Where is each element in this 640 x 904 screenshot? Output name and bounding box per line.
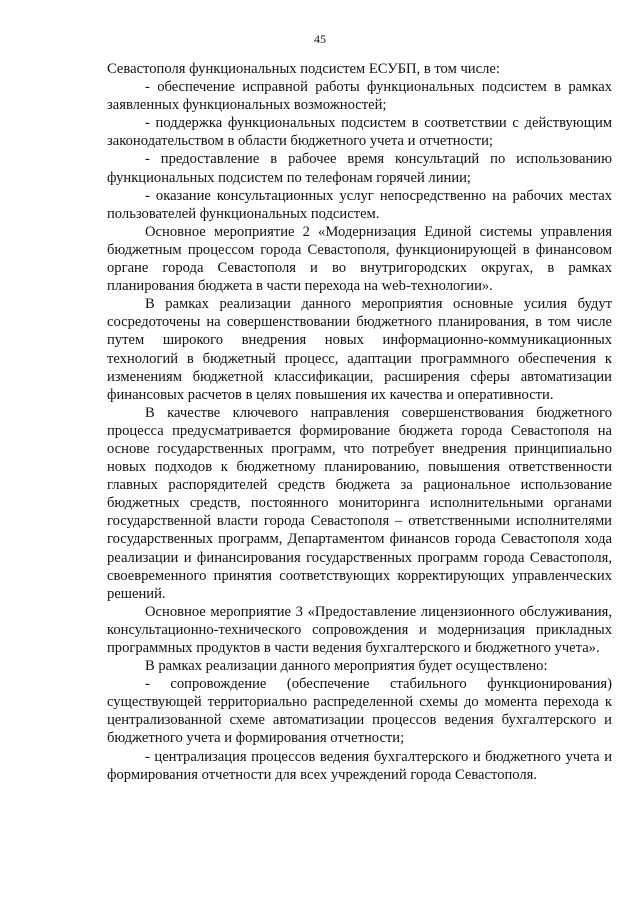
paragraph: Севастополя функциональных подсистем ЕСУБП, в том числе: [107, 61, 500, 77]
paragraph: - оказание консультационных услуг непосредственно на рабочих местах пользователей функциональных подсистем. [107, 187, 612, 222]
paragraph: - сопровождение (обеспечение стабильного функционирования) существующей территориально распределенной схемы до момента перехода к централизованной схеме автоматизации процессов ведения бухгалтерского и бюджетного учета и формирования отчетности; [107, 676, 612, 747]
paragraph: - поддержка функциональных подсистем в соответствии с действующим законодательством в области бюджетного учета и отчетности; [107, 115, 612, 150]
paragraph: - централизация процессов ведения бухгалтерского и бюджетного учета и формирования отчетности для всех учреждений города Севастополя. [107, 748, 612, 783]
paragraph: Основное мероприятие 2 «Модернизация Единой системы управления бюджетным процессом города Севастополя, функционирующей в финансовом органе города Севастополя и во внутригородских округах, в рамках планирования бюджета в части перехода на web-технологии». [107, 223, 612, 295]
paragraph: В рамках реализации данного мероприятия будет осуществлено: [145, 658, 548, 675]
paragraph: Основное мероприятие 3 «Предоставление лицензионного обслуживания, консультационно-технического сопровождения и модернизация прикладных программных продуктов в части ведения бухгалтерского и бюджетного учета». [107, 603, 612, 656]
paragraph: В рамках реализации данного мероприятия основные усилия будут сосредоточены на совершенствовании бюджетного планирования, в том числе путем широкого внедрения новых информационно-коммуникационных технологий в бюджетный процесс, адаптации программного обеспечения к изменениям бюджетной классификации, расширения сферы автоматизации финансовых расчетов в целях повышения их качества и оперативности. [107, 296, 612, 403]
body-text [107, 60, 612, 784]
paragraph: В качестве ключевого направления совершенствования бюджетного процесса предусматривается формирование бюджета города Севастополя на основе государственных программ, что потребует внедрения принципиально новых подходов к бюджетному планированию, повышения ответственности главных распорядителей средств бюджета за рациональное использование бюджетных средств, постоянного мониторинга исполнительными органами государственной власти города Севастополя – ответственными исполнителями государственных программ, Департаментом финансов города Севастополя хода реализации и финансирования государственных программ города Севастополя, своевременного принятия соответствующих корректирующих управленческих решений. [107, 404, 612, 602]
paragraph: - обеспечение исправной работы функциональных подсистем в рамках заявленных функциональных возможностей; [107, 79, 612, 114]
page-number: 45 [314, 32, 326, 46]
paragraph: - предоставление в рабочее время консультаций по использованию функциональных подсистем по телефонам горячей линии; [107, 151, 612, 186]
